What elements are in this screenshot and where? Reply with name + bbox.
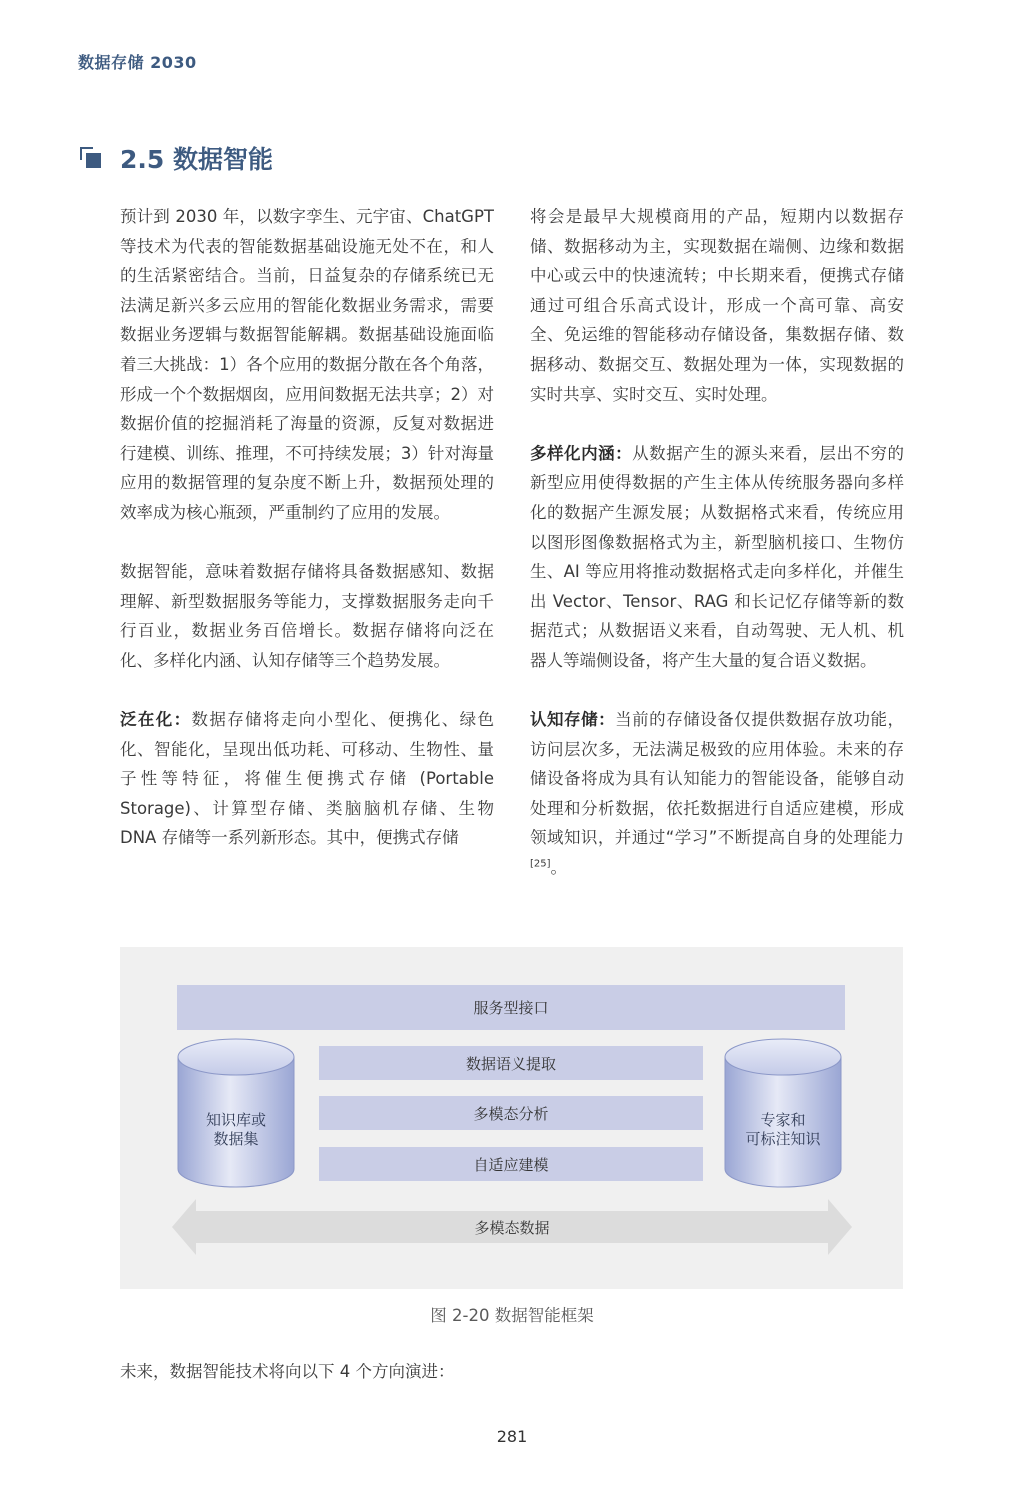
adaptive-modeling-bar: 自适应建模 [319, 1147, 703, 1181]
right-column [530, 202, 904, 912]
section-marker-icon [80, 147, 102, 169]
term-cognitive: 认知存储： [530, 710, 616, 730]
paragraph-portable-continued: 将会是最早大规模商用的产品，短期内以数据存储、数据移动为主，实现数据在端侧、边缘和数据中心或云中的快速流转；中长期来看，便携式存储通过可组合乐高式设计，形成一个高可靠、高安全、免运维的智能移动存储设备，集数据存储、数据移动、数据交互、数据处理为一体，实现数据的实时共享、实时交互、实时处理。 [530, 207, 904, 404]
section-heading [80, 140, 273, 176]
semantic-extraction-bar: 数据语义提取 [319, 1046, 703, 1080]
figure-caption: 图 2-20 数据智能框架 [430, 1306, 594, 1325]
closing-line: 未来，数据智能技术将向以下 4 个方向演进： [120, 1362, 455, 1381]
diversified-body: 从数据产生的源头来看，层出不穷的新型应用使得数据的产生主体从传统服务器向多样化的数据产生源发展；从数据格式来看，传统应用以图形图像数据格式为主，新型脑机接口、生物仿生、AI 等应用将推动数据格式走向多样化，并催生出 Vector、Tensor、RAG 和长记忆存储等新的数据范式；从数据语义来看，自动驾驶、无人机、机器人等端侧设备，将产生大量的复合语义数据。 [530, 443, 905, 670]
page-number: 281 [496, 1427, 528, 1446]
service-interface-bar: 服务型接口 [177, 985, 845, 1030]
cognitive-body: 当前的存储设备仅提供数据存放功能，访问层次多，无法满足极致的应用体验。未来的存储设备将成为具有认知能力的智能设备，能够自动处理和分析数据，依托数据进行自适应建模，形成领域知识，并通过“学习”不断提高自身的处理能力 [530, 710, 905, 848]
knowledge-base-cylinder [177, 1037, 295, 1189]
multimodal-analysis-bar: 多模态分析 [319, 1096, 703, 1130]
paragraph-diversified [530, 439, 904, 676]
expert-knowledge-cylinder [724, 1037, 842, 1189]
term-diversified: 多样化内涵： [530, 443, 633, 463]
ubiquitous-body: 数据存储将走向小型化、便携化、绿色化、智能化，呈现出低功耗、可移动、生物性、量子性等特征，将催生便携式存储 (Portable Storage)、计算型存储、类脑脑机存储、生物 DNA 存储等一系列新形态。其中，便携式存储 [120, 710, 494, 848]
expert-knowledge-label: 专家和 可标注知识 [745, 1111, 821, 1148]
term-ubiquitous: 泛在化： [120, 710, 192, 730]
knowledge-base-label: 知识库或 数据集 [205, 1111, 266, 1148]
section-title: 2.5 数据智能 [120, 145, 273, 174]
multimodal-data-label: 多模态数据 [474, 1218, 550, 1237]
cognitive-end: 。 [550, 858, 568, 878]
paragraph-data-intelligence: 数据智能，意味着数据存储将具备数据感知、数据理解、新型数据服务等能力，支撑数据服务走向千行百业，数据业务百倍增长。数据存储将向泛在化、多样化内涵、认知存储等三个趋势发展。 [120, 562, 494, 670]
running-head: 数据存储 2030 [78, 53, 197, 72]
data-intelligence-framework-figure [120, 947, 903, 1289]
left-column [120, 202, 494, 883]
paragraph-cognitive [530, 705, 904, 883]
paragraph-ubiquitous [120, 705, 494, 853]
citation-ref[interactable]: [25] [530, 858, 551, 870]
multimodal-data-arrow [172, 1197, 852, 1257]
paragraph-intro: 预计到 2030 年，以数字孪生、元宇宙、ChatGPT 等技术为代表的智能数据基础设施无处不在，和人的生活紧密结合。当前，日益复杂的存储系统已无法满足新兴多云应用的智能化数据业务需求，需要数据业务逻辑与数据智能解耦。数据基础设施面临着三大挑战：1）各个应用的数据分散在各个角落，形成一个个数据烟囱，应用间数据无法共享；2）对数据价值的挖掘消耗了海量的资源，反复对数据进行建模、训练、推理，不可持续发展；3）针对海量应用的数据管理的复杂度不断上升，数据预处理的效率成为核心瓶颈，严重制约了应用的发展。 [120, 207, 494, 522]
